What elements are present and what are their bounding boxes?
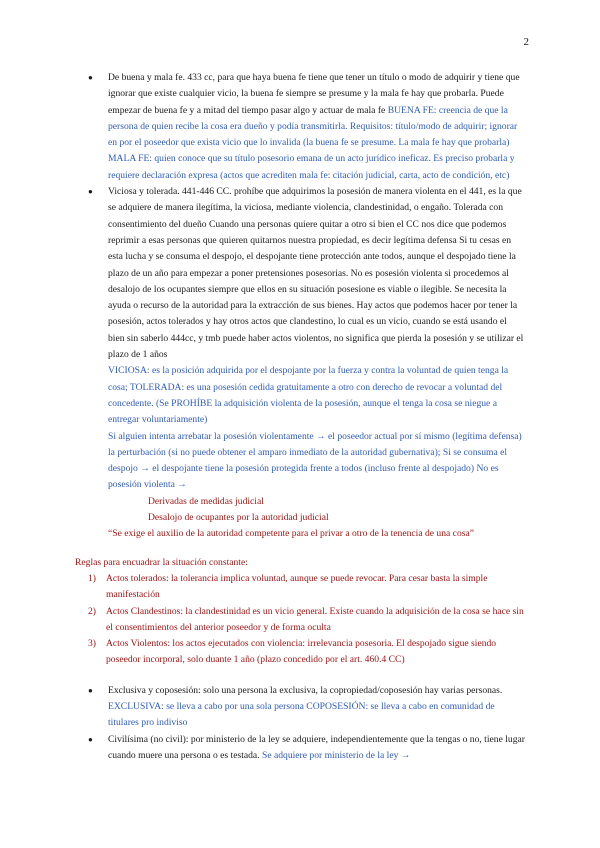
rules-list xyxy=(88,571,525,669)
item-text: Actos tolerados: la tolerancia implica voluntad, aunque se puede revocar. Para cesar basta la simple manifestación xyxy=(106,572,488,601)
list-item xyxy=(88,732,525,765)
list-item xyxy=(88,70,525,184)
item-number: 3) xyxy=(88,638,96,650)
bullet-note: VICIOSA: es la posición adquirida por el despojante por la fuerza y contra la voluntad de quien tenga la cosa; TOLERADA: es una posesión cedida gratuitamente a otro con derecho de revocar a voluntad del concedente. (Se PROHÍBE la adquisición violenta de la posesión, aunque el tenga la cosa se niegue a entregar voluntariamente) xyxy=(108,365,509,426)
list-item xyxy=(88,184,525,543)
bullet-note: BUENA FE: creencia de que la persona de quien recibe la cosa era dueño y podía transmitirla. Requisitos: título/modo de adquirir; ignorar en por el poseedor que exista vicio que lo invalida (la buena fe se presume. La mala fe hay que probarla) MALA FE: quien conoce que su título posesorio emana de un acto jurídico ineficaz. Es preciso probarla y requiere declaración expresa (actos que acrediten mala fe: citación judicial, carta, acto de condición, etc) xyxy=(108,104,518,181)
sub-item: Desalojo de ocupantes por la autoridad judicial xyxy=(148,512,329,524)
bullet-note: Se adquiere por ministerio de la ley → xyxy=(261,749,411,761)
item-number: 1) xyxy=(88,572,96,584)
bullet-text: De buena y mala fe. 433 cc, para que haya buena fe tiene que tener un título o modo de adquirir y tiene que ignorar que existe cualquier vicio, la buena fe siempre se presume y la mala fe hay que probarla. Puede empezar de buena fe y a mitad del tiempo pasar algo y actuar de mala fe xyxy=(108,72,520,116)
list-item xyxy=(88,571,525,604)
bullet-note: Si alguien intenta arrebatar la posesión violentamente → el poseedor actual por sí mismo (legítima defensa) la perturbación (si no puede obtener el amparo inmediato de la autoridad gubernativa); Si se consuma el despojo → el despojante tiene la posesión protegida frente a todos (incluso frente al despojado) No es posesión violenta → xyxy=(108,430,522,491)
bullet-note: EXCLUSIVA: se lleva a cabo por una sola persona COPOSESIÓN: se lleva a cabo en comunidad de titulares pro indiviso xyxy=(108,700,495,729)
bullet-text: Exclusiva y coposesión: solo una persona la exclusiva, la copropiedad/coposesión hay varias personas. xyxy=(108,684,503,696)
list-item xyxy=(88,604,525,637)
bullet-icon: ● xyxy=(88,685,93,695)
bullet-icon: ● xyxy=(88,73,93,82)
bullet-text: Civilísima (no civil): por ministerio de la ley se adquiere, independientemente que la tengas o no, tiene lugar cuando muere una persona o es testada. xyxy=(108,733,525,761)
list-item xyxy=(88,636,525,669)
item-text: Actos Clandestinos: la clandestinidad es un vicio general. Existe cuando la adquisición de la cosa se hace sin el consentimientos del anterior poseedor y de forma oculta xyxy=(106,605,524,633)
item-number: 2) xyxy=(88,605,96,617)
bullet-text: Viciosa y tolerada. 441-446 CC. prohíbe que adquirimos la posesión de manera violenta en el 441, es la que se adquiere de manera ilegítima, la viciosa, mediante violencia, clandestinidad, o engaño. Tolerada con consentimiento del dueño Cuando una personas quiere quitar a otro si bien el CC nos dice que podemos reprimir a esas personas que quieren quitarnos nuestra propiedad, es decir legítima defensa Si tu cesas en esta lucha y se consuma el despojo, el despojante tiene protección ante todos, aunque el despojado tiene la plazo de un año para empezar a poner pretensiones posesorias. No es posesión violenta si procedemos al desalojo de los ocupantes siempre que ellos en su situación posesione es viable o ilegible. Se necesita la ayuda o recurso de la autoridad para la extracción de sus bienes. Hay actos que podemos hacer por tener la posesión, actos tolerados y hay otros actos que clandestino, lo cual es un vicio, cuando se está usando el bien sin saberlo 444cc, y tmb puede haber actos violentos, no significa que pierda la posesión y se utilizar el plazo de 1 años xyxy=(108,186,524,361)
rules-heading: Reglas para encuadrar la situación constante: xyxy=(75,556,248,568)
bullet-icon: ● xyxy=(88,734,93,744)
document-body xyxy=(75,70,525,764)
item-text: Actos Violentos: los actos ejecutados con violencia: irrelevancia posesoria. El despojado sigue siendo poseedor incorporal, solo duante 1 año (plazo concedido por el art. 460.4 CC) xyxy=(106,638,497,666)
page-number: 2 xyxy=(523,36,529,48)
sub-item: Derivadas de medidas judicial xyxy=(148,495,264,507)
list-item xyxy=(88,683,525,732)
quote: “Se exige el auxilio de la autoridad competente para el privar a otro de la tenencia de una cosa” xyxy=(108,528,474,540)
bullet-icon: ● xyxy=(88,187,93,197)
